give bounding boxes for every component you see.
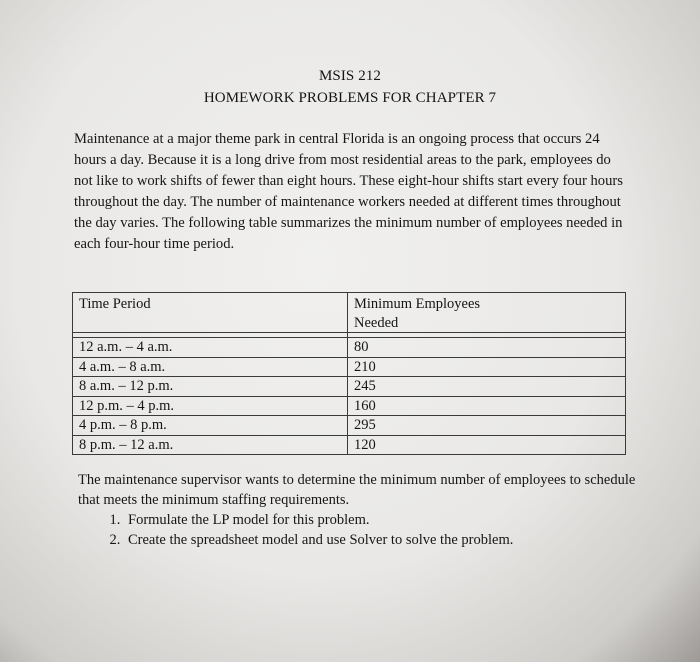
task-item: 1. Formulate the LP model for this problem.	[124, 510, 638, 530]
document-title: HOMEWORK PROBLEMS FOR CHAPTER 7	[203, 90, 497, 106]
min-employees-cell: 245	[348, 377, 626, 397]
header-min-line2: Needed	[354, 314, 399, 331]
table-row	[73, 338, 626, 358]
min-employees-cell: 295	[348, 416, 626, 436]
table-row	[73, 435, 626, 455]
time-period-cell: 4 p.m. – 8 p.m.	[73, 416, 348, 436]
header-min-line1: Minimum Employees	[354, 296, 481, 312]
table-row	[73, 377, 626, 397]
table-row	[73, 416, 626, 436]
table-header-row	[73, 293, 626, 333]
course-code: MSIS 212	[318, 68, 382, 84]
staffing-table	[72, 292, 626, 455]
time-period-cell: 12 a.m. – 4 a.m.	[73, 338, 348, 358]
min-employees-cell: 210	[348, 357, 626, 377]
closing-section	[78, 470, 638, 550]
task-item: 2. Create the spreadsheet model and use Solver to solve the problem.	[124, 530, 638, 550]
min-employees-cell: 160	[348, 396, 626, 416]
min-employees-cell: 80	[348, 338, 626, 358]
problem-description: Maintenance at a major theme park in central Florida is an ongoing process that occurs 24 hours a day. Because it is a long drive from most residential areas to the park, employees do not like to work shifts of fewer than eight hours. These eight-hour shifts start every four hours throughout the day. The number of maintenance workers needed at different times throughout the day varies. The following table summarizes the minimum number of employees needed in each four-hour time period.	[74, 131, 623, 252]
header-minimum-employees	[348, 293, 626, 333]
time-period-cell: 8 a.m. – 12 p.m.	[73, 377, 348, 397]
table-row	[73, 357, 626, 377]
time-period-cell: 8 p.m. – 12 a.m.	[73, 435, 348, 455]
header-time-period: Time Period	[73, 293, 348, 333]
time-period-cell: 12 p.m. – 4 p.m.	[73, 396, 348, 416]
time-period-cell: 4 a.m. – 8 a.m.	[73, 357, 348, 377]
closing-statement: The maintenance supervisor wants to determine the minimum number of employees to schedule that meets the minimum staffing requirements.	[78, 472, 636, 508]
table-row	[73, 396, 626, 416]
min-employees-cell: 120	[348, 435, 626, 455]
task-list	[78, 510, 638, 550]
